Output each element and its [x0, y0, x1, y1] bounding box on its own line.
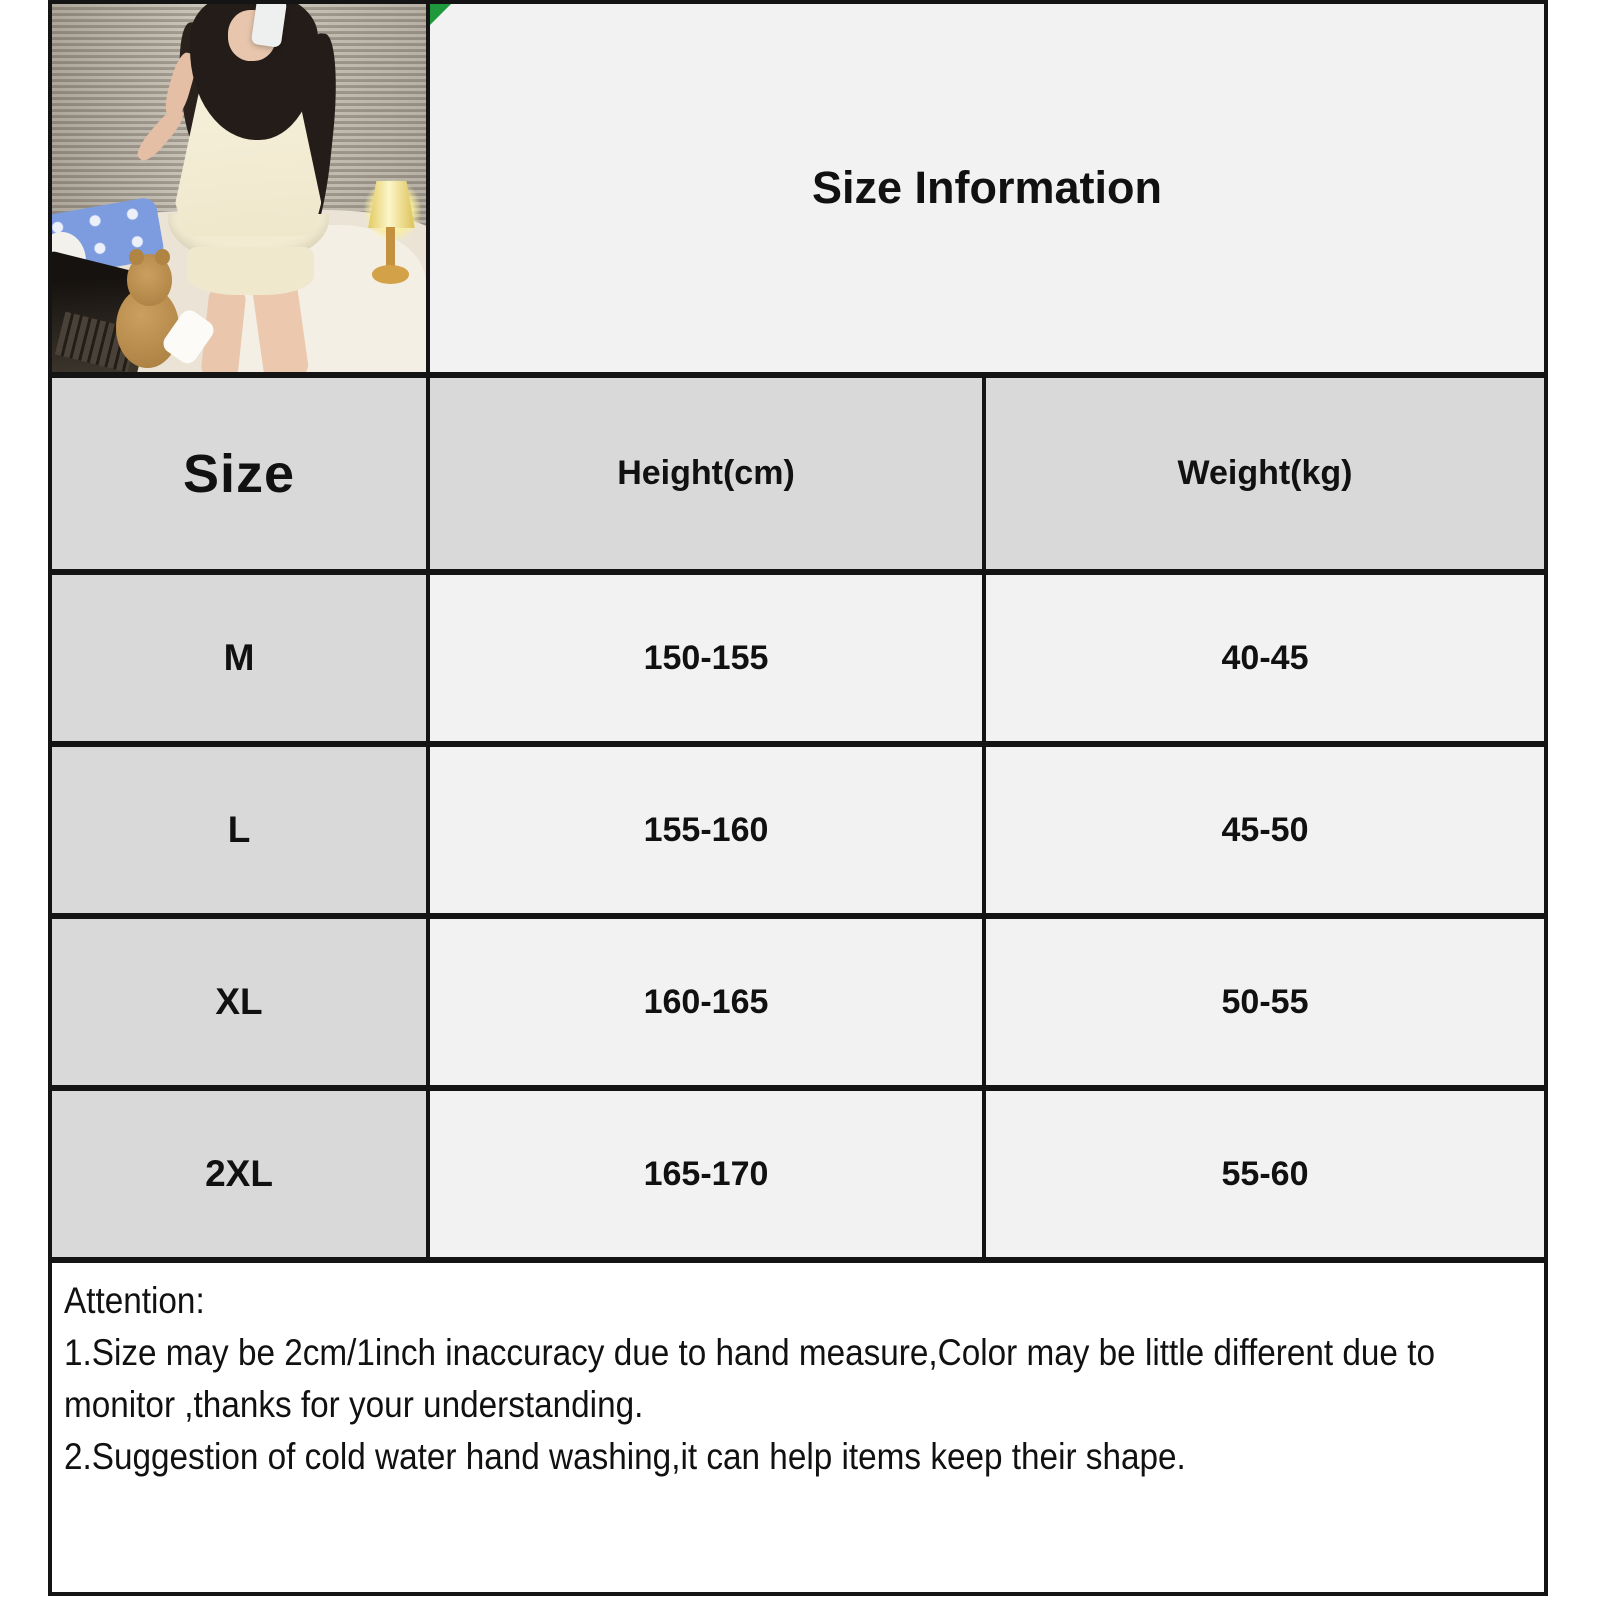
height-value-xl: 160-165: [430, 919, 986, 1091]
height-value-m: 150-155: [430, 575, 986, 747]
weight-value-l: 45-50: [986, 747, 1544, 919]
attention-heading: Attention:: [64, 1280, 205, 1321]
weight-value-2xl: 55-60: [986, 1091, 1544, 1263]
height-value-l: 155-160: [430, 747, 986, 919]
pajama-shorts: [187, 247, 314, 295]
size-label-xl: XL: [52, 919, 430, 1091]
height-value-2xl: 165-170: [430, 1091, 986, 1263]
col-header-weight: Weight(kg): [986, 378, 1544, 575]
teddy-bear-ear: [155, 249, 170, 266]
weight-value-m: 40-45: [986, 575, 1544, 747]
size-label-l: L: [52, 747, 430, 919]
product-photo: [52, 4, 430, 378]
weight-value-xl: 50-55: [986, 919, 1544, 1091]
green-corner-marker: [430, 4, 451, 25]
attention-note-1: 1.Size may be 2cm/1inch inaccuracy due to hand measure,Color may be little different due to monitor ,thanks for your understanding.: [64, 1332, 1435, 1425]
size-label-2xl: 2XL: [52, 1091, 430, 1263]
attention-section: [52, 1263, 1544, 1592]
page-title: Size Information: [811, 162, 1163, 213]
col-header-size: Size: [52, 378, 430, 575]
size-label-m: M: [52, 575, 430, 747]
lamp-base: [372, 265, 409, 283]
attention-note-2: 2.Suggestion of cold water hand washing,it can help items keep their shape.: [64, 1436, 1186, 1477]
teddy-bear-ear: [129, 249, 144, 266]
col-header-height: Height(cm): [430, 378, 986, 575]
title-cell: [430, 4, 1544, 378]
size-chart-table: [48, 0, 1548, 1596]
